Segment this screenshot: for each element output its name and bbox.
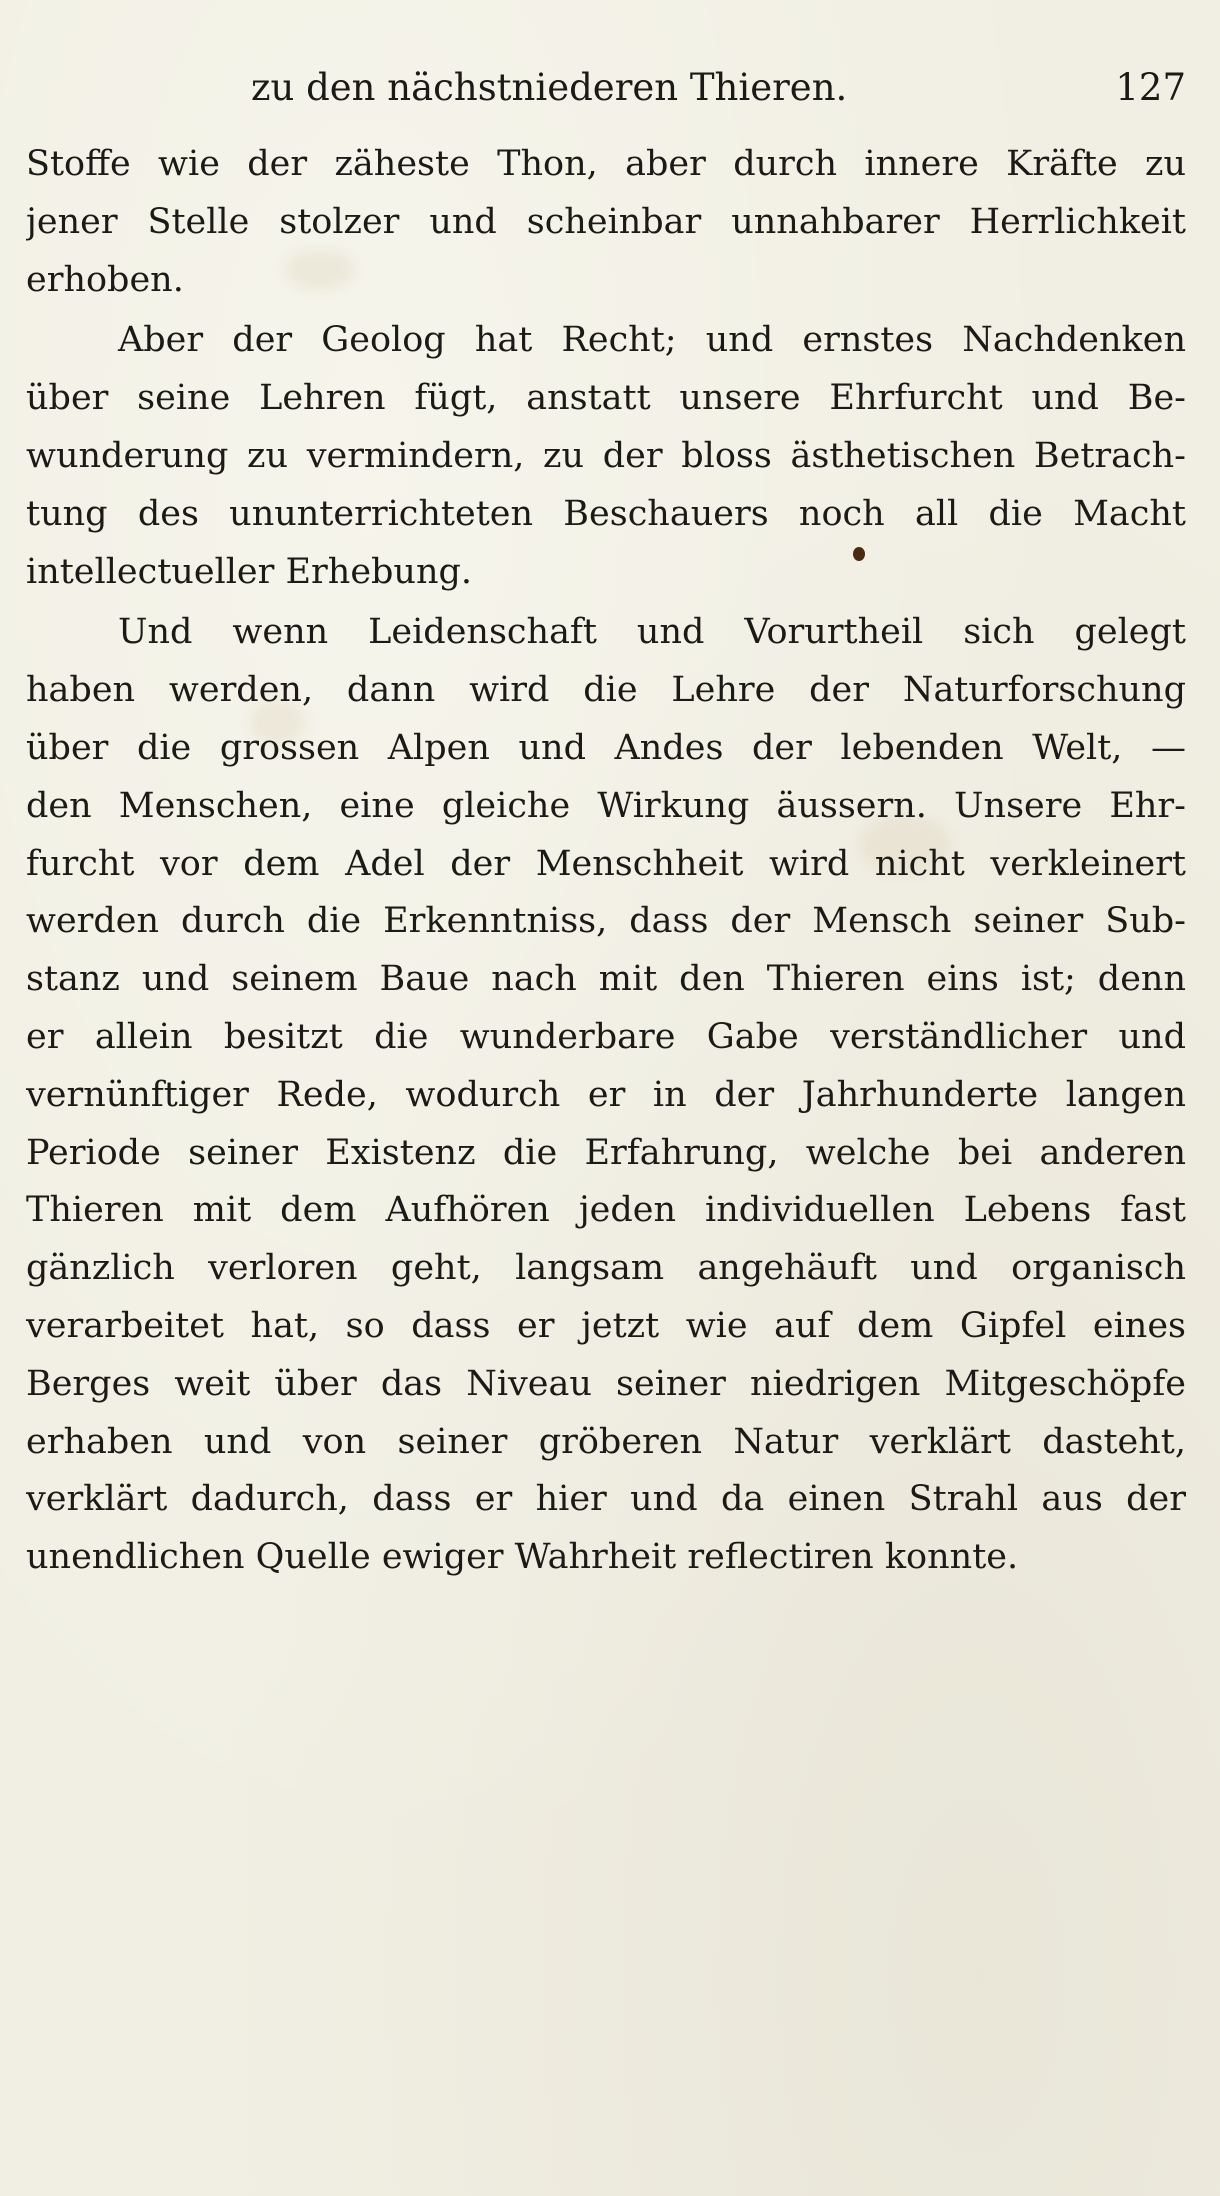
text-line: Aber der Geolog hat Recht; und ernstes Nachdenken [118,320,1186,361]
page-header [26,62,1186,114]
text-line: Periode seiner Existenz die Erfahrung, welche bei anderen [26,1132,1186,1173]
text-line: vernünftiger Rede, wodurch er in der Jahrhunderte langen [26,1074,1186,1115]
text-line: verarbeitet hat, so dass er jetzt wie auf dem Gipfel eines [26,1305,1186,1346]
text-line: stanz und seinem Baue nach mit den Thieren eins ist; denn [26,959,1186,1000]
text-line: Und wenn Leidenschaft und Vorurtheil sich gelegt [118,612,1186,653]
text-line: über die grossen Alpen und Andes der lebenden Welt, — [26,727,1186,768]
text-line: werden durch die Erkenntniss, dass der Mensch seiner Sub- [26,901,1186,942]
text-line: jener Stelle stolzer und scheinbar unnahbarer Herrlichkeit [26,201,1186,242]
text-line: den Menschen, eine gleiche Wirkung äussern. Unsere Ehr- [26,785,1186,826]
text-line: erhaben und von seiner gröberen Natur verklärt dasteht, [26,1421,1186,1462]
text-line: über seine Lehren fügt, anstatt unsere Ehrfurcht und Be- [26,378,1186,419]
text-line: Thieren mit dem Aufhören jeden individuellen Lebens fast [26,1190,1186,1231]
text-line: haben werden, dann wird die Lehre der Naturforschung [26,670,1186,711]
text-line: tung des ununterrichteten Beschauers noch all die Macht [26,493,1186,534]
text-line: wunderung zu vermindern, zu der bloss ästhetischen Betrach- [26,435,1186,476]
body-text [26,136,1186,1587]
text-line: Stoffe wie der zäheste Thon, aber durch innere Kräfte zu [26,144,1186,184]
text-line: erhoben. [26,259,184,300]
text-line: furcht vor dem Adel der Menschheit wird nicht verkleinert [26,843,1186,884]
text-line: intellectueller Erhebung. [26,551,473,592]
text-line: gänzlich verloren geht, langsam angehäuft und organisch [26,1248,1186,1289]
text-line: er allein besitzt die wunderbare Gabe verständlicher und [26,1016,1186,1057]
running-title: zu den nächstniederen Thieren. [251,66,848,109]
text-line: unendlichen Quelle ewiger Wahrheit reflectiren konnte. [26,1537,1019,1578]
text-line: verklärt dadurch, dass er hier und da einen Strahl aus der [26,1479,1186,1520]
text-line: Berges weit über das Niveau seiner niedrigen Mitgeschöpfe [26,1363,1186,1404]
page-number: 127 [1115,66,1186,109]
